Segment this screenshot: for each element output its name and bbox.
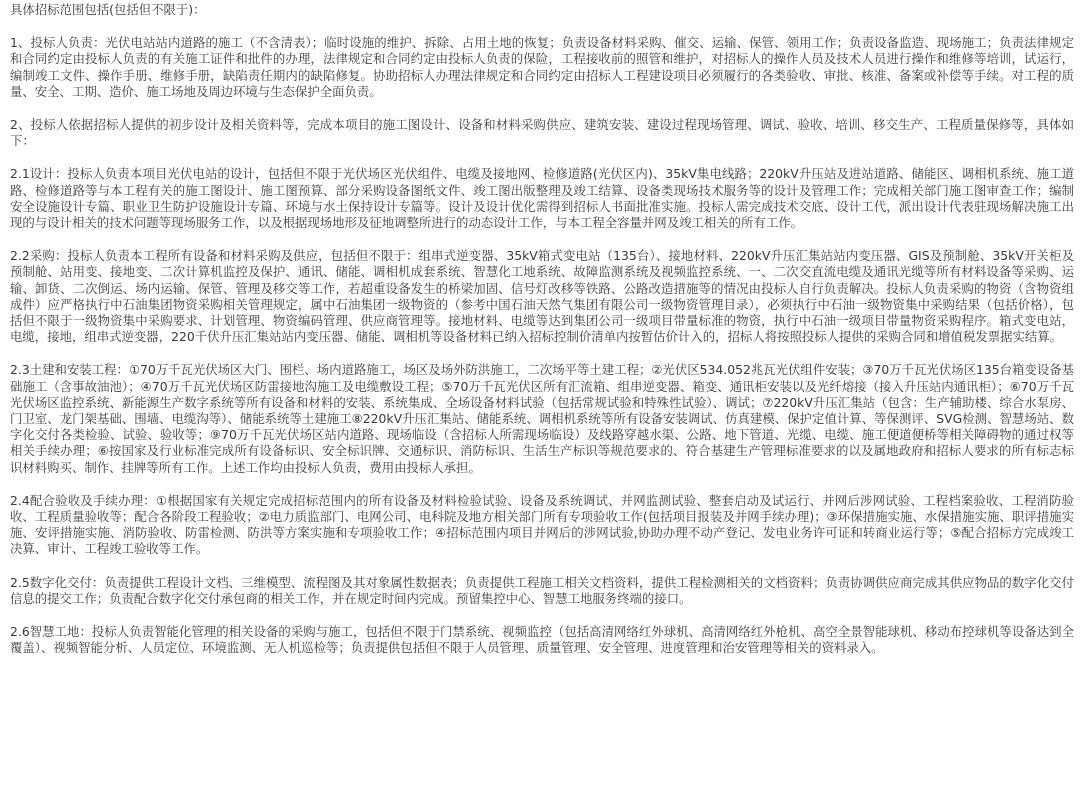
scope-intro: 具体招标范围包括(包括但不限于)： xyxy=(10,2,206,17)
paragraph-acceptance-procedures: 2.4配合验收及手续办理：①根据国家有关规定完成招标范围内的所有设备及材料检验试验、设备及系统调试、并网监测试验、整套启动及试运行、并网后涉网试验、工程档案验收、工程消防验收、工程质量验收等；配合各阶段工程验收；②电力质监部门、电网公司、电科院及地方相关部门所有专项验收工作(包括项目报装及并网手续办理)；③环保措施实施、水保措施实施、职评措施实施、安评措施实施、消防验收、防雷检测、防洪等方案实施和专项验收工作；④招标范围内项目并网后的涉网试验,协助办理不动产登记、发电业务许可证和转商业运行等；⑤配合招标方完成竣工决算、审计、工程竣工验收等工作。 xyxy=(10,492,1074,557)
paragraph-bidder-responsibilities: 1、投标人负责：光伏电站站内道路的施工（不含清表）；临时设施的维护、拆除、占用土地的恢复；负责设备材料采购、催交、运输、保管、领用工作；负责设备监造、现场施工；负责法律规定和合同约定由投标人负责的有关施工证件和批件的办理，法律规定和合同约定由投标人负责的保险，工程接收前的照管和维护，对招标人的操作人员及技术人员进行操作和维修等培训，试运行，编制竣工文件、操作手册、维修手册，缺陷责任期内的缺陷修复。协助招标人办理法律规定和合同约定由招标人工程建设项目必须履行的各类验收、审批、核准、备案或补偿等手续。对工程的质量、安全、工期、造价、施工场地及周边环境与生态保护全面负责。 xyxy=(10,35,1074,99)
paragraph-smart-site: 2.6智慧工地：投标人负责智能化管理的相关设备的采购与施工，包括但不限于门禁系统、视频监控（包括高清网络红外球机、高清网络红外枪机、高空全景智能球机、移动布控球机等设备达到全覆盖）、视频智能分析、人员定位、环境监测、无人机巡检等；负责提供包括但不限于人员管理、质量管理、安全管理、进度管理和治安管理等相关的资料录入。 xyxy=(10,624,1074,656)
paragraph-design: 2.1设计：投标人负责本项目光伏电站的设计，包括但不限于光伏场区光伏组件、电缆及接地网、检修道路(光伏区内)、35kV集电线路；220kV升压站及进站道路、储能区、调相机系统、施工道路、检修道路等与本工程有关的施工图设计、施工图预算、部分采购设备图纸文件、竣工图出版整理及竣工结算、设备类现场技术服务等的设计及管理工作；完成相关部门施工图审查工作；编制安全设施设计专篇、职业卫生防护设施设计专篇、环境与水土保持设计专篇等。设计及设计优化需得到招标人书面批准实施。投标人需完成技术交底、设计工代，派出设计代表驻现场解决施工出现的与设计相关的技术问题等现场服务工作，以及根据现场地形及征地调整所进行的动态设计工作，与本工程全容量并网及竣工相关的所有工作。 xyxy=(10,166,1074,231)
paragraph-scope-overview: 2、投标人依据招标人提供的初步设计及相关资料等，完成本项目的施工图设计、设备和材料采购供应、建筑安装、建设过程现场管理、调试、验收、培训、移交生产、工程质量保修等，具体如下： xyxy=(10,117,1074,149)
paragraph-civil-installation: 2.3土建和安装工程：①70万千瓦光伏场区大门、围栏、场内道路施工，场区及场外防洪施工，二次场平等土建工程；②光伏区534.052兆瓦光伏组件安装；③70万千瓦光伏场区135台箱变设备基础施工（含事故油池）；④70万千瓦光伏场区防雷接地沟施工及电缆敷设工程；⑤70万千瓦光伏区所有汇流箱、组串逆变器、箱变、通讯柜安装以及光纤熔接（接入升压站内通讯柜）；⑥70万千瓦光伏场区监控系统、新能源生产数字系统等所有设备和材料的安装、系统集成、全场设备材料试验（包括常规试验和特殊性试验）、调试；⑦220kV升压汇集站（包含：生产辅助楼、综合水泵房、门卫室、龙门架基础、围墙、电缆沟等）、储能系统等土建施工⑧220kV升压汇集站、储能系统、调相机系统等所有设备安装调试、仿真建模、保护定值计算、等保测评、SVG检测、智慧场站、数字化交付各类检验、试验、验收等；⑨70万千瓦光伏场区站内道路、现场临设（含招标人所需现场临设）及线路穿越水渠、公路、地下管道、光缆、电缆、施工便道便桥等相关障碍物的通过权等相关手续办理；⑥按国家及行业标准完成所有设备标识、安全标识牌、交通标识、消防标识、生活生产标识等规范要求的、符合基建生产管理标准要求的以及属地政府和招标人要求的所有标志标识材料购买、制作、挂牌等所有工作。上述工作均由投标人负责，费用由投标人承担。 xyxy=(10,362,1074,475)
paragraph-procurement: 2.2采购：投标人负责本工程所有设备和材料采购及供应，包括但不限于：组串式逆变器、35kV箱式变电站（135台）、接地材料、220kV升压汇集站站内变压器、GIS及预制舱、35kV开关柜及预制舱、站用变、接地变、二次计算机监控及保护、通讯、储能、调相机成套系统、智慧化工地系统、故障监测系统及视频监控系统、一、二次交直流电缆及通讯光缆等所有材料设备等采购、运输、卸货、二次倒运、场内运输、保管、管理及移交等工作，若超重设备发生的桥梁加固、信号灯改移等铁路、公路改造措施等的情况由投标人自行负责解决。投标人负责采购的物资（含物资组成件）应严格执行中石油集团物资采购相关管理规定，属中石油集团一级物资的（参考中国石油天然气集团有限公司一级物资管理目录），必须执行中石油一级物资集中采购结果（包括价格），包括但不限于一级物资集中采购要求、计划管理、物资编码管理、供应商管理等。接地材料、电缆等达到集团公司一级项目带量标准的物资，执行中石油一级项目带量物资采购程序。箱式变电站，电缆，接地，组串式逆变器，220千伏升压汇集站站内变压器、储能、调相机等设备材料已纳入招标控制价清单内按暂估价计入的，招标人将按照投标人提供的采购合同和增值税发票据实结算。 xyxy=(10,248,1074,345)
paragraph-digital-delivery: 2.5数字化交付：负责提供工程设计文档、三维模型、流程图及其对象属性数据表；负责提供工程施工相关文档资料，提供工程检测相关的文档资料；负责协调供应商完成其供应物品的数字化交付信息的提交工作；负责配合数字化交付承包商的相关工作，并在规定时间内完成。预留集控中心、智慧工地服务终端的接口。 xyxy=(10,574,1074,606)
